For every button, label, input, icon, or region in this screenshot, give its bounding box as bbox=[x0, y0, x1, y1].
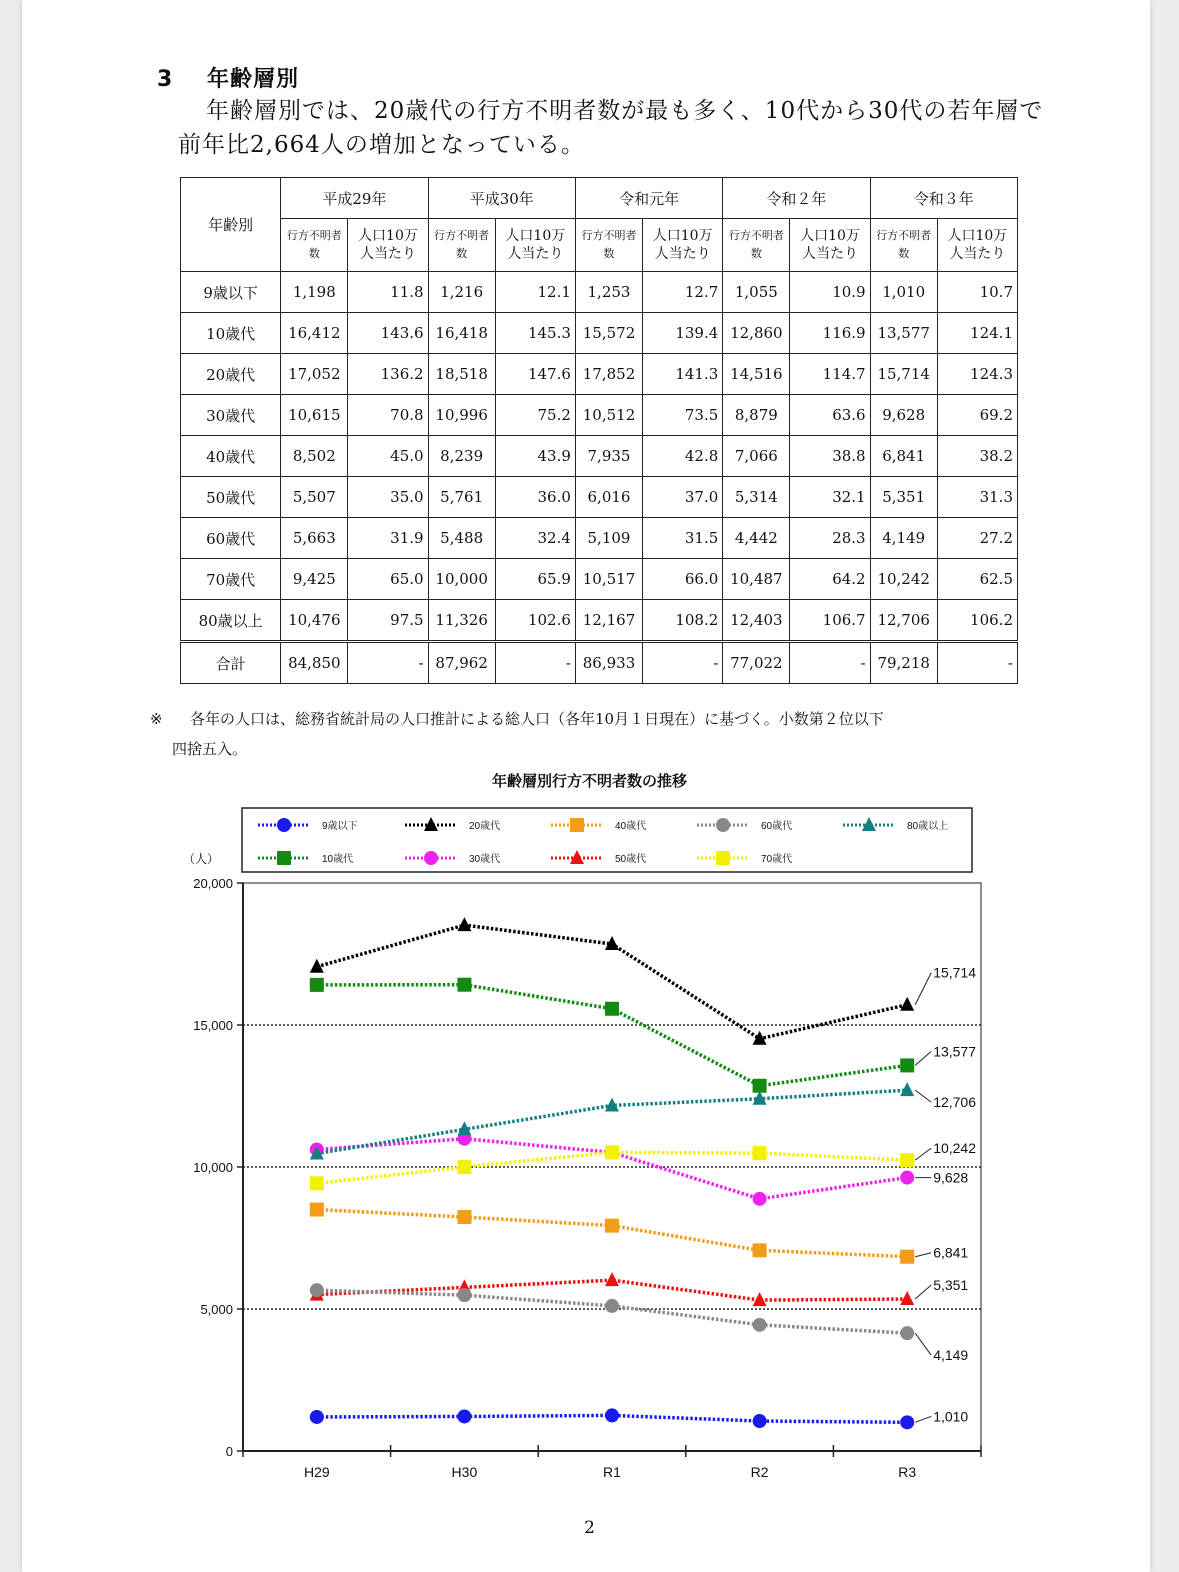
table-row bbox=[181, 600, 1018, 642]
end-label-leader bbox=[915, 1090, 931, 1102]
legend-label: 9歳以下 bbox=[322, 821, 358, 832]
data-point bbox=[310, 1283, 324, 1297]
age-group-cell: 10歳代 bbox=[181, 313, 281, 354]
count-cell: 10,242 bbox=[870, 559, 937, 600]
data-point bbox=[605, 1299, 619, 1313]
end-label-leader bbox=[915, 1333, 931, 1355]
end-label-leader bbox=[915, 1148, 931, 1160]
count-cell: 5,507 bbox=[281, 477, 348, 518]
rate-cell: - bbox=[790, 642, 870, 684]
data-point bbox=[605, 1272, 619, 1286]
count-cell: 10,517 bbox=[575, 559, 642, 600]
data-point bbox=[900, 1250, 914, 1264]
x-tick-label: H30 bbox=[451, 1464, 478, 1480]
count-cell: 12,860 bbox=[723, 313, 790, 354]
data-point bbox=[457, 1409, 471, 1423]
rate-cell: 42.8 bbox=[643, 436, 723, 477]
corner-header: 年齢別 bbox=[181, 178, 281, 272]
rate-cell: - bbox=[348, 642, 428, 684]
count-cell: 1,198 bbox=[281, 272, 348, 313]
count-cell: 5,488 bbox=[428, 518, 495, 559]
y-axis-unit: （人） bbox=[183, 852, 220, 866]
data-point bbox=[900, 1326, 914, 1340]
footnote-mark: ※ bbox=[150, 710, 163, 728]
count-cell: 14,516 bbox=[723, 354, 790, 395]
age-group-cell: 70歳代 bbox=[181, 559, 281, 600]
rate-cell: 75.2 bbox=[495, 395, 575, 436]
data-point bbox=[457, 1210, 471, 1224]
end-value-label: 13,577 bbox=[933, 1043, 977, 1060]
data-point bbox=[605, 1408, 619, 1422]
count-cell: 8,879 bbox=[723, 395, 790, 436]
count-cell: 12,706 bbox=[870, 600, 937, 642]
rate-cell: 63.6 bbox=[790, 395, 870, 436]
rate-cell: 114.7 bbox=[790, 354, 870, 395]
count-cell: 10,512 bbox=[575, 395, 642, 436]
count-cell: 5,761 bbox=[428, 477, 495, 518]
count-cell: 77,022 bbox=[723, 642, 790, 684]
count-cell: 87,962 bbox=[428, 642, 495, 684]
data-point bbox=[310, 978, 324, 992]
legend-label: 50歳代 bbox=[615, 854, 647, 865]
count-cell: 11,326 bbox=[428, 600, 495, 642]
count-cell: 10,487 bbox=[723, 559, 790, 600]
count-cell: 79,218 bbox=[870, 642, 937, 684]
data-point bbox=[605, 1145, 619, 1159]
rate-cell: 143.6 bbox=[348, 313, 428, 354]
age-group-cell: 80歳以上 bbox=[181, 600, 281, 642]
count-cell: 8,502 bbox=[281, 436, 348, 477]
count-cell: 5,663 bbox=[281, 518, 348, 559]
year-header: 平成29年 bbox=[281, 178, 428, 219]
data-point bbox=[753, 1292, 767, 1306]
count-cell: 6,016 bbox=[575, 477, 642, 518]
rate-header: 人口10万人当たり bbox=[643, 219, 723, 272]
legend-label: 70歳代 bbox=[761, 854, 793, 865]
legend-marker bbox=[424, 851, 438, 865]
age-group-cell: 50歳代 bbox=[181, 477, 281, 518]
rate-cell: 116.9 bbox=[790, 313, 870, 354]
age-group-cell: 60歳代 bbox=[181, 518, 281, 559]
rate-cell: 31.3 bbox=[937, 477, 1017, 518]
rate-cell: 12.7 bbox=[643, 272, 723, 313]
end-label-leader bbox=[915, 1285, 931, 1299]
rate-cell: 141.3 bbox=[643, 354, 723, 395]
table-row bbox=[181, 313, 1018, 354]
rate-cell: 108.2 bbox=[643, 600, 723, 642]
data-point bbox=[753, 1318, 767, 1332]
count-cell: 5,314 bbox=[723, 477, 790, 518]
count-cell: 5,351 bbox=[870, 477, 937, 518]
y-tick-label: 15,000 bbox=[193, 1018, 233, 1033]
count-cell: 5,109 bbox=[575, 518, 642, 559]
count-cell: 10,476 bbox=[281, 600, 348, 642]
count-cell: 10,615 bbox=[281, 395, 348, 436]
data-point bbox=[753, 1146, 767, 1160]
table-row bbox=[181, 272, 1018, 313]
data-point bbox=[605, 1219, 619, 1233]
count-cell: 16,418 bbox=[428, 313, 495, 354]
y-tick-label: 10,000 bbox=[193, 1160, 233, 1175]
rate-cell: - bbox=[495, 642, 575, 684]
rate-cell: 10.9 bbox=[790, 272, 870, 313]
end-label-leader bbox=[915, 1051, 931, 1065]
y-tick-label: 20,000 bbox=[193, 876, 233, 891]
count-cell: 17,052 bbox=[281, 354, 348, 395]
rate-cell: 28.3 bbox=[790, 518, 870, 559]
table-row bbox=[181, 559, 1018, 600]
series-line bbox=[317, 985, 907, 1086]
legend-label: 20歳代 bbox=[469, 821, 501, 832]
end-label-leader bbox=[915, 973, 931, 1005]
end-label-leader bbox=[915, 1253, 931, 1257]
section-heading bbox=[157, 62, 299, 93]
age-group-cell: 40歳代 bbox=[181, 436, 281, 477]
count-header: 行方不明者数 bbox=[870, 219, 937, 272]
footnote-line-2: 四捨五入。 bbox=[172, 740, 248, 758]
end-value-label: 4,149 bbox=[933, 1347, 969, 1364]
rate-cell: 66.0 bbox=[643, 559, 723, 600]
count-header: 行方不明者数 bbox=[723, 219, 790, 272]
count-cell: 6,841 bbox=[870, 436, 937, 477]
count-cell: 8,239 bbox=[428, 436, 495, 477]
rate-cell: 37.0 bbox=[643, 477, 723, 518]
year-header: 令和３年 bbox=[870, 178, 1017, 219]
year-header: 平成30年 bbox=[428, 178, 575, 219]
data-point bbox=[753, 1192, 767, 1206]
count-cell: 15,714 bbox=[870, 354, 937, 395]
data-point bbox=[900, 1058, 914, 1072]
table-row bbox=[181, 354, 1018, 395]
data-point bbox=[753, 1414, 767, 1428]
rate-header: 人口10万人当たり bbox=[790, 219, 870, 272]
rate-cell: - bbox=[643, 642, 723, 684]
rate-cell: 124.1 bbox=[937, 313, 1017, 354]
rate-header: 人口10万人当たり bbox=[937, 219, 1017, 272]
end-value-label: 10,242 bbox=[933, 1140, 977, 1157]
count-cell: 17,852 bbox=[575, 354, 642, 395]
series-line bbox=[317, 1210, 907, 1257]
rate-cell: 31.9 bbox=[348, 518, 428, 559]
rate-header: 人口10万人当たり bbox=[348, 219, 428, 272]
data-point bbox=[900, 1171, 914, 1185]
end-value-label: 1,010 bbox=[933, 1408, 969, 1425]
end-value-label: 12,706 bbox=[933, 1094, 977, 1111]
legend-marker bbox=[716, 851, 730, 865]
count-cell: 12,403 bbox=[723, 600, 790, 642]
table-row bbox=[181, 477, 1018, 518]
end-value-label: 9,628 bbox=[933, 1169, 969, 1186]
table-row bbox=[181, 436, 1018, 477]
x-tick-label: H29 bbox=[303, 1464, 330, 1480]
section-title: 年齢層別 bbox=[207, 67, 300, 92]
rate-cell: 32.4 bbox=[495, 518, 575, 559]
rate-cell: 65.9 bbox=[495, 559, 575, 600]
data-point bbox=[900, 997, 914, 1011]
rate-cell: 124.3 bbox=[937, 354, 1017, 395]
rate-cell: 32.1 bbox=[790, 477, 870, 518]
rate-cell: 45.0 bbox=[348, 436, 428, 477]
data-point bbox=[900, 1153, 914, 1167]
legend-label: 30歳代 bbox=[469, 854, 501, 865]
count-cell: 13,577 bbox=[870, 313, 937, 354]
legend-marker bbox=[716, 818, 730, 832]
rate-header: 人口10万人当たり bbox=[495, 219, 575, 272]
rate-cell: 106.2 bbox=[937, 600, 1017, 642]
data-point bbox=[753, 1243, 767, 1257]
count-header: 行方不明者数 bbox=[428, 219, 495, 272]
count-cell: 12,167 bbox=[575, 600, 642, 642]
count-cell: 4,149 bbox=[870, 518, 937, 559]
rate-cell: 38.8 bbox=[790, 436, 870, 477]
y-tick-label: 0 bbox=[225, 1444, 233, 1459]
footnote bbox=[150, 704, 1030, 764]
data-point bbox=[457, 1160, 471, 1174]
count-cell: 86,933 bbox=[575, 642, 642, 684]
age-group-cell: 20歳代 bbox=[181, 354, 281, 395]
data-point bbox=[457, 978, 471, 992]
data-point bbox=[310, 1203, 324, 1217]
table-row bbox=[181, 395, 1018, 436]
rate-cell: 10.7 bbox=[937, 272, 1017, 313]
intro-paragraph bbox=[178, 94, 1058, 162]
end-label-leader bbox=[915, 1416, 931, 1422]
data-point bbox=[605, 1002, 619, 1016]
count-cell: 18,518 bbox=[428, 354, 495, 395]
x-tick-label: R2 bbox=[750, 1464, 769, 1480]
count-cell: 7,935 bbox=[575, 436, 642, 477]
rate-cell: 62.5 bbox=[937, 559, 1017, 600]
rate-cell: 38.2 bbox=[937, 436, 1017, 477]
count-cell: 7,066 bbox=[723, 436, 790, 477]
legend-label: 10歳代 bbox=[322, 854, 354, 865]
rate-cell: 147.6 bbox=[495, 354, 575, 395]
year-header: 令和元年 bbox=[575, 178, 722, 219]
rate-cell: 43.9 bbox=[495, 436, 575, 477]
age-group-cell: 合計 bbox=[181, 642, 281, 684]
rate-cell: 27.2 bbox=[937, 518, 1017, 559]
y-tick-label: 5,000 bbox=[200, 1302, 233, 1317]
count-header: 行方不明者数 bbox=[575, 219, 642, 272]
table-body bbox=[181, 272, 1018, 684]
rate-cell: - bbox=[937, 642, 1017, 684]
count-cell: 9,628 bbox=[870, 395, 937, 436]
count-header: 行方不明者数 bbox=[281, 219, 348, 272]
count-cell: 1,216 bbox=[428, 272, 495, 313]
section-number: 3 bbox=[157, 67, 174, 92]
count-cell: 4,442 bbox=[723, 518, 790, 559]
rate-cell: 12.1 bbox=[495, 272, 575, 313]
rate-cell: 64.2 bbox=[790, 559, 870, 600]
rate-cell: 97.5 bbox=[348, 600, 428, 642]
count-cell: 10,000 bbox=[428, 559, 495, 600]
count-cell: 1,253 bbox=[575, 272, 642, 313]
x-tick-label: R1 bbox=[603, 1464, 621, 1480]
legend-label: 40歳代 bbox=[615, 821, 647, 832]
footnote-line-1: 各年の人口は、総務省統計局の人口推計による総人口（各年10月１日現在）に基づく。小数第２位以下 bbox=[190, 710, 884, 728]
rate-cell: 36.0 bbox=[495, 477, 575, 518]
rate-cell: 139.4 bbox=[643, 313, 723, 354]
legend-label: 80歳以上 bbox=[907, 821, 949, 832]
data-point bbox=[900, 1415, 914, 1429]
total-row bbox=[181, 642, 1018, 684]
x-tick-label: R3 bbox=[898, 1464, 917, 1480]
rate-cell: 11.8 bbox=[348, 272, 428, 313]
intro-text: 年齢層別では、20歳代の行方不明者数が最も多く、10代から30代の若年層で前年比2,664人の増加となっている。 bbox=[178, 98, 1044, 158]
age-group-cell: 30歳代 bbox=[181, 395, 281, 436]
data-point bbox=[310, 1410, 324, 1424]
count-cell: 15,572 bbox=[575, 313, 642, 354]
end-value-label: 15,714 bbox=[933, 964, 977, 981]
count-cell: 16,412 bbox=[281, 313, 348, 354]
legend-marker bbox=[277, 851, 291, 865]
legend-marker bbox=[570, 818, 584, 832]
data-point bbox=[310, 1176, 324, 1190]
end-value-label: 6,841 bbox=[933, 1244, 969, 1261]
rate-cell: 73.5 bbox=[643, 395, 723, 436]
table-row bbox=[181, 518, 1018, 559]
age-group-cell: 9歳以下 bbox=[181, 272, 281, 313]
rate-cell: 65.0 bbox=[348, 559, 428, 600]
line-chart bbox=[0, 795, 1179, 1495]
rate-cell: 106.7 bbox=[790, 600, 870, 642]
rate-cell: 35.0 bbox=[348, 477, 428, 518]
rate-cell: 31.5 bbox=[643, 518, 723, 559]
legend-marker bbox=[277, 818, 291, 832]
rate-cell: 136.2 bbox=[348, 354, 428, 395]
data-point bbox=[605, 1097, 619, 1111]
chart-title: 年齢層別行方不明者数の推移 bbox=[491, 772, 687, 790]
rate-cell: 69.2 bbox=[937, 395, 1017, 436]
page-number: 2 bbox=[584, 1518, 595, 1538]
count-cell: 1,010 bbox=[870, 272, 937, 313]
count-cell: 9,425 bbox=[281, 559, 348, 600]
count-cell: 84,850 bbox=[281, 642, 348, 684]
data-point bbox=[753, 1079, 767, 1093]
rate-cell: 70.8 bbox=[348, 395, 428, 436]
rate-cell: 102.6 bbox=[495, 600, 575, 642]
count-cell: 10,996 bbox=[428, 395, 495, 436]
count-cell: 1,055 bbox=[723, 272, 790, 313]
missing-persons-table bbox=[180, 177, 1018, 684]
end-value-label: 5,351 bbox=[933, 1277, 969, 1294]
rate-cell: 145.3 bbox=[495, 313, 575, 354]
data-point bbox=[457, 1288, 471, 1302]
year-header: 令和２年 bbox=[723, 178, 870, 219]
legend-label: 60歳代 bbox=[761, 821, 793, 832]
